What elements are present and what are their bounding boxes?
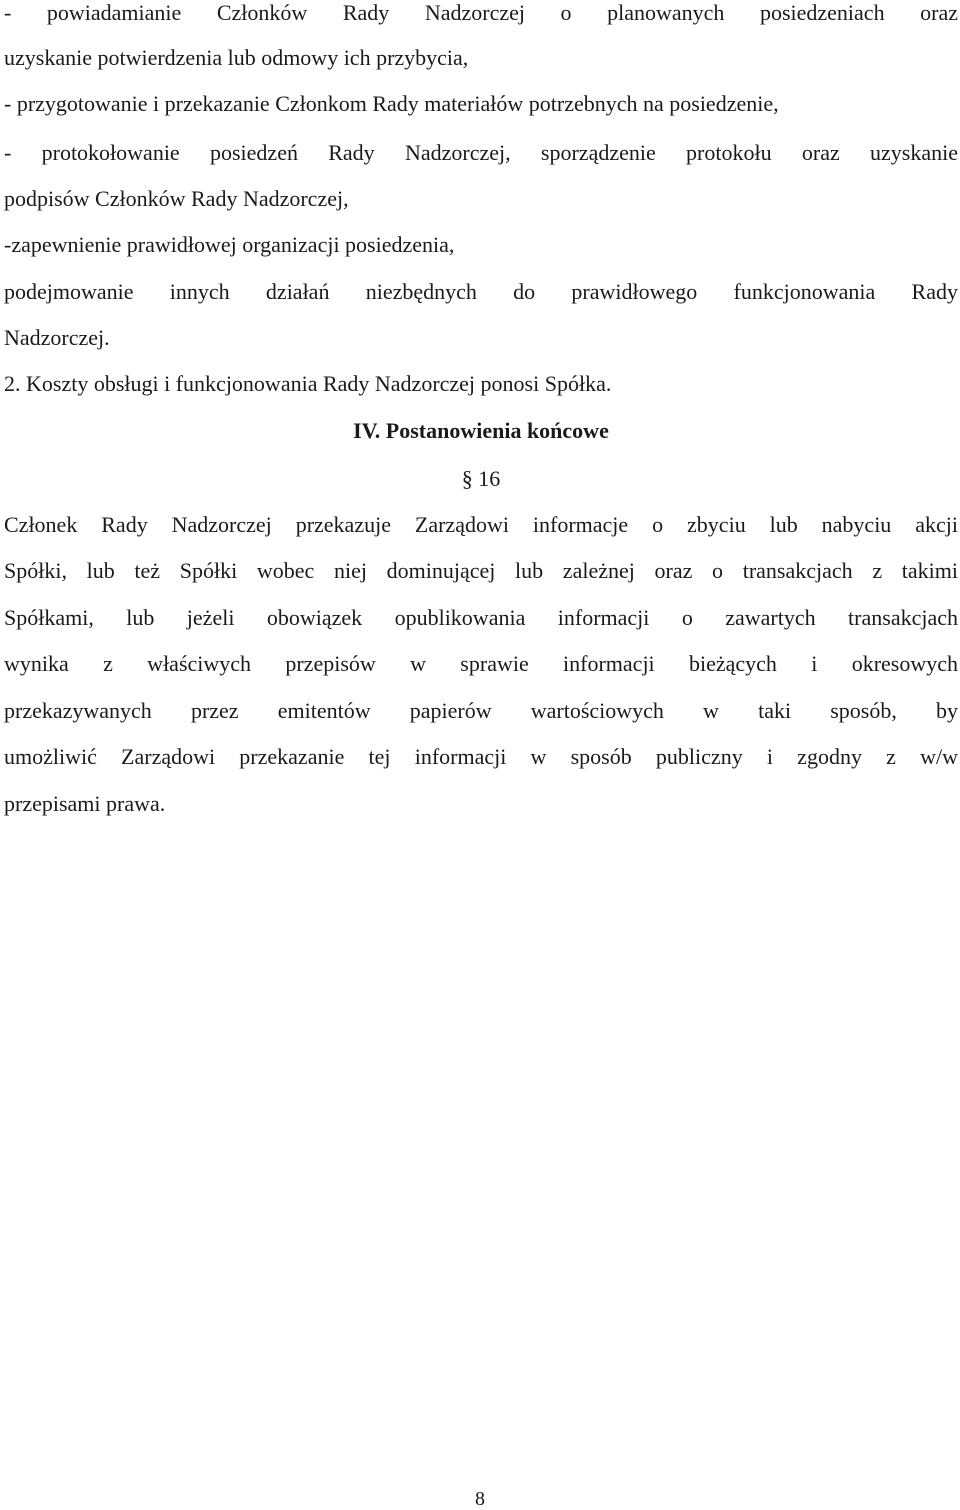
text-line: - protokołowanie posiedzeń Rady Nadzorczej, sporządzenie protokołu oraz uzyskanie (4, 140, 958, 165)
text-line: Nadzorczej. (4, 325, 110, 350)
page-number: 8 (475, 1488, 485, 1510)
text-line: 2. Koszty obsługi i funkcjonowania Rady Nadzorczej ponosi Spółka. (4, 371, 612, 396)
section-heading: IV. Postanowienia końcowe (353, 418, 609, 443)
text-line: Członek Rady Nadzorczej przekazuje Zarządowi informacje o zbyciu lub nabyciu akcji (4, 512, 958, 537)
text-line: przepisami prawa. (4, 791, 166, 816)
text-line: przekazywanych przez emitentów papierów wartościowych w taki sposób, by (4, 698, 958, 723)
text-line: - powiadamianie Członków Rady Nadzorczej o planowanych posiedzeniach oraz (4, 0, 958, 25)
text-line: podejmowanie innych działań niezbędnych do prawidłowego funkcjonowania Rady (4, 279, 958, 304)
text-line: uzyskanie potwierdzenia lub odmowy ich przybycia, (4, 45, 469, 70)
text-line: - przygotowanie i przekazanie Członkom Rady materiałów potrzebnych na posiedzenie, (4, 91, 779, 116)
text-line: umożliwić Zarządowi przekazanie tej informacji w sposób publiczny i zgodny z w/w (4, 744, 958, 769)
text-line: -zapewnienie prawidłowej organizacji posiedzenia, (4, 232, 455, 257)
paragraph-number: § 16 (461, 466, 501, 491)
text-line: Spółkami, lub jeżeli obowiązek opublikowania informacji o zawartych transakcjach (4, 605, 958, 630)
text-line: podpisów Członków Rady Nadzorczej, (4, 186, 349, 211)
text-line: Spółki, lub też Spółki wobec niej dominującej lub zależnej oraz o transakcjach z takimi (4, 558, 958, 583)
text-line: wynika z właściwych przepisów w sprawie informacji bieżących i okresowych (4, 651, 958, 676)
